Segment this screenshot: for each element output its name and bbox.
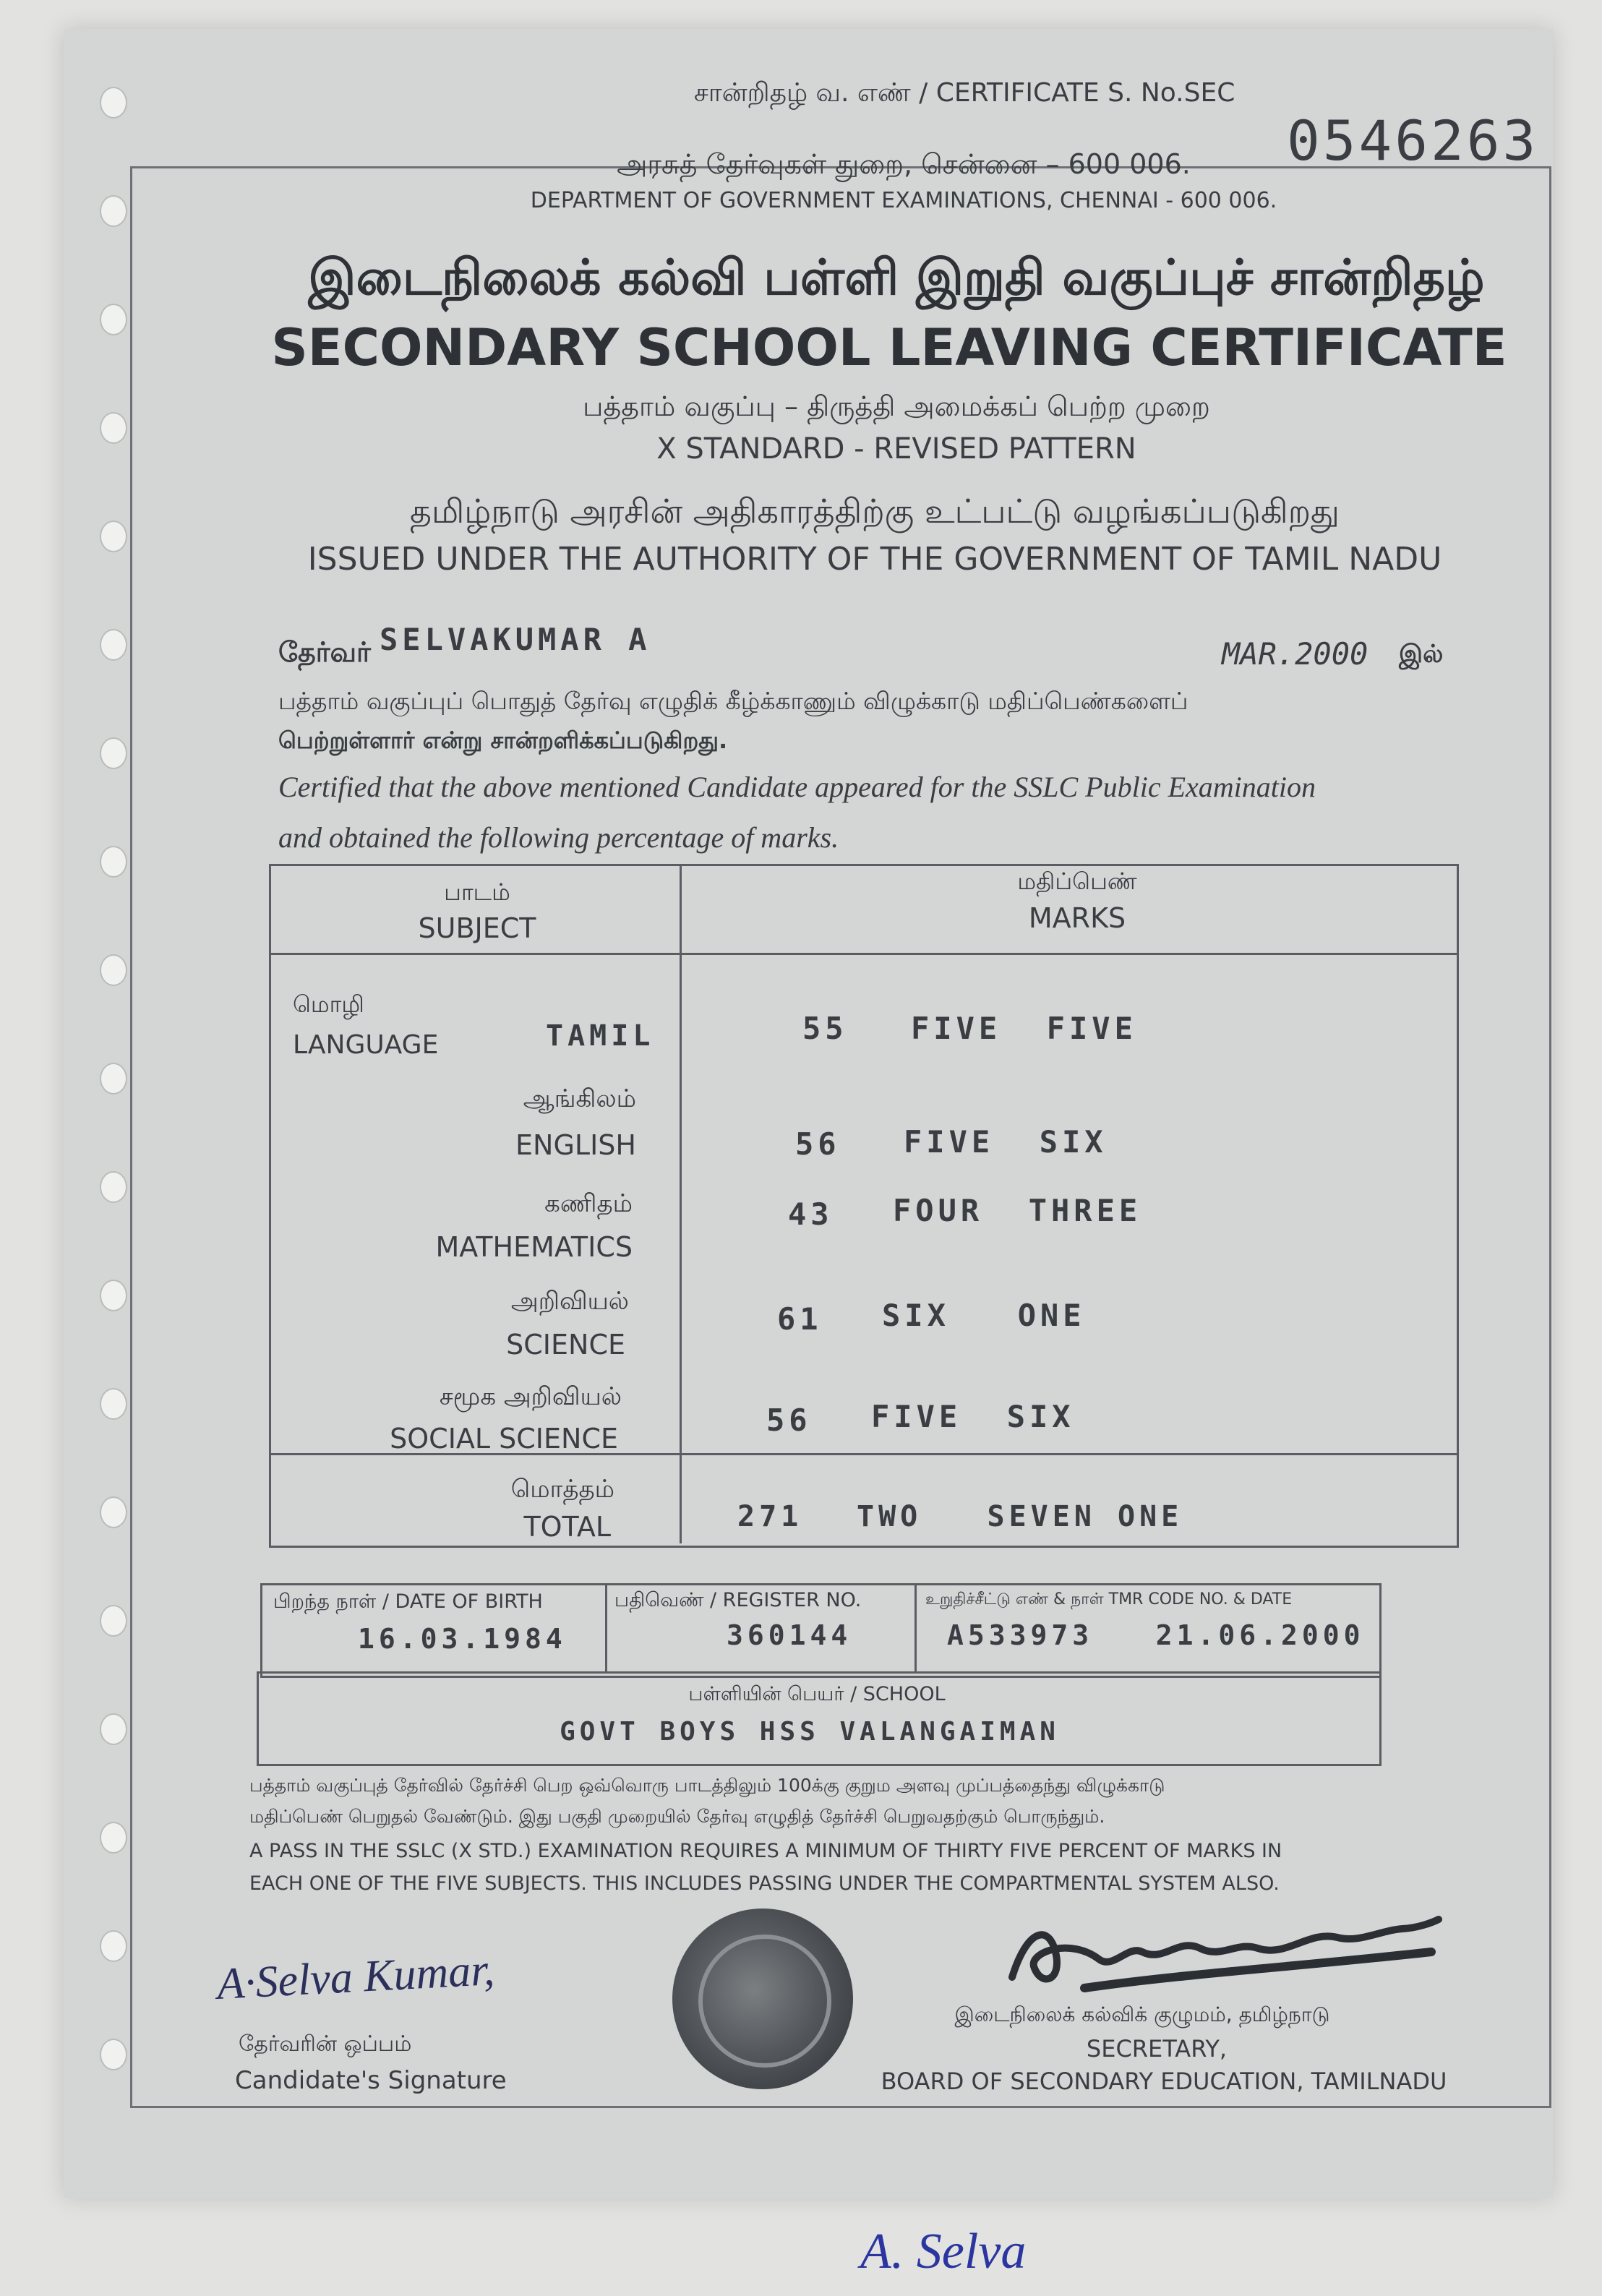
title-ta: இடைநிலைக் கல்வி பள்ளி இறுதி வகுப்புச் சான்றிதழ் <box>308 249 1485 307</box>
subject-name: MATHEMATICS <box>435 1231 633 1263</box>
punch-hole <box>100 846 127 878</box>
punch-hole <box>100 629 127 661</box>
subject-name: TAMIL <box>546 1019 655 1053</box>
marks-header-ta: மதிப்பெண் <box>1017 868 1137 895</box>
department-ta: அரசுத் தேர்வுகள் துறை, சென்னை – 600 006. <box>617 148 1191 180</box>
dob-value: 16.03.1984 <box>358 1623 567 1655</box>
punch-hole <box>100 412 127 444</box>
dob-label: பிறந்த நாள் / DATE OF BIRTH <box>273 1590 543 1613</box>
subject-marks-words: FOUR THREE <box>893 1193 1142 1228</box>
subject-marks: 61 <box>777 1301 823 1337</box>
punch-hole <box>100 1713 127 1745</box>
authority-en: ISSUED UNDER THE AUTHORITY OF THE GOVERNMENT OF TAMIL NADU <box>307 541 1442 578</box>
subject-marks-words: FIVE SIX <box>871 1399 1075 1434</box>
certificate-no-label: சான்றிதழ் வ. எண் / CERTIFICATE S. No.SEC <box>694 78 1235 108</box>
subject-marks-words: FIVE SIX <box>904 1124 1108 1160</box>
marks-header-en: MARKS <box>1028 902 1126 934</box>
punch-hole <box>100 1388 127 1420</box>
authority-ta: தமிழ்நாடு அரசின் அதிகாரத்திற்கு உட்பட்டு வழங்கப்படுகிறது <box>410 492 1340 531</box>
punch-hole <box>100 195 127 227</box>
punch-hole <box>100 304 127 335</box>
table-header-divider <box>269 953 1457 955</box>
note-en-1: A PASS IN THE SSLC (X STD.) EXAMINATION REQUIRES A MINIMUM OF THIRTY FIVE PERCENT OF MARKS IN <box>249 1840 1282 1862</box>
punch-hole <box>100 954 127 986</box>
subject-marks: 56 <box>795 1126 841 1162</box>
certificate-no-value: 0546263 <box>1287 108 1539 173</box>
certified-line-en-1: Certified that the above mentioned Candidate appeared for the SSLC Public Examination <box>278 771 1316 803</box>
secretary-label-ta: இடைநிலைக் கல்விக் குழுமம், தமிழ்நாடு <box>954 2002 1330 2026</box>
punch-hole <box>100 1496 127 1528</box>
punch-hole <box>100 1280 127 1311</box>
board-label-en: BOARD OF SECONDARY EDUCATION, TAMILNADU <box>881 2068 1447 2095</box>
attestation-signature: A. Selva <box>860 2224 1027 2279</box>
register-no-label: பதிவெண் / REGISTER NO. <box>614 1589 862 1611</box>
candidate-signature-label-ta: தேர்வரின் ஒப்பம் <box>239 2031 412 2057</box>
subtitle-en: X STANDARD - REVISED PATTERN <box>656 432 1136 466</box>
subject-marks-words: FIVE FIVE <box>911 1011 1137 1046</box>
total-marks: 271 <box>737 1500 803 1533</box>
note-ta-2: மதிப்பெண் பெறுதல் வேண்டும். இது பகுதி முறையில் தேர்வு எழுதித் தேர்ச்சி பெறுவதற்கும் பொருந்தும். <box>249 1806 1105 1827</box>
title-en: SECONDARY SCHOOL LEAVING CERTIFICATE <box>271 318 1507 377</box>
total-label-en: TOTAL <box>523 1511 611 1543</box>
candidate-name: SELVAKUMAR A <box>380 622 651 657</box>
tmr-code-label: உறுதிச்சீட்டு எண் & நாள் TMR CODE NO. & DATE <box>925 1590 1293 1609</box>
candidate-prefix: தேர்வர் <box>278 636 371 668</box>
subject-name: SCIENCE <box>506 1329 625 1361</box>
punch-hole <box>100 1822 127 1854</box>
details-divider <box>914 1583 917 1674</box>
secretary-label-en: SECRETARY, <box>1086 2035 1228 2062</box>
subject-name-ta: கணிதம் <box>544 1189 633 1218</box>
subject-marks: 56 <box>766 1402 812 1438</box>
certified-line-en-2: and obtained the following percentage of marks. <box>278 821 839 854</box>
punch-hole <box>100 1605 127 1637</box>
subtitle-ta: பத்தாம் வகுப்பு – திருத்தி அமைக்கப் பெற்ற முறை <box>583 390 1210 422</box>
note-ta-1: பத்தாம் வகுப்புத் தேர்வில் தேர்ச்சி பெற ஒவ்வொரு பாடத்திலும் 100க்கு குறும அளவு முப்பத்தைந்து விழுக்காடு <box>249 1775 1165 1796</box>
punch-hole <box>100 1171 127 1203</box>
punch-hole <box>100 87 127 119</box>
candidate-signature-label-en: Candidate's Signature <box>235 2066 507 2095</box>
exam-month: MAR.2000 <box>1222 636 1368 672</box>
subject-name-ta: ஆங்கிலம் <box>523 1084 636 1113</box>
total-marks-words: TWO SEVEN ONE <box>857 1500 1183 1533</box>
punch-hole <box>100 737 127 769</box>
candidate-signature: A·Selva Kumar, <box>215 1945 496 2010</box>
school-label: பள்ளியின் பெயர் / SCHOOL <box>688 1683 946 1705</box>
language-label-en: LANGUAGE <box>293 1030 439 1060</box>
language-label-ta: மொழி <box>293 990 364 1018</box>
subject-header-ta: பாடம் <box>444 878 510 906</box>
subject-name-ta: அறிவியல் <box>510 1287 629 1316</box>
subject-marks-words: SIX ONE <box>882 1298 1086 1333</box>
official-seal <box>672 1909 853 2089</box>
punch-hole <box>100 1063 127 1095</box>
exam-month-suffix: இல் <box>1399 640 1444 669</box>
details-divider <box>605 1583 607 1674</box>
punch-hole <box>100 1930 127 1962</box>
subject-name: SOCIAL SCIENCE <box>390 1423 618 1455</box>
department-en: DEPARTMENT OF GOVERNMENT EXAMINATIONS, CHENNAI - 600 006. <box>530 188 1277 213</box>
subject-name-ta: சமூக அறிவியல் <box>439 1382 622 1411</box>
note-en-2: EACH ONE OF THE FIVE SUBJECTS. THIS INCLUDES PASSING UNDER THE COMPARTMENTAL SYSTEM ALSO. <box>249 1872 1280 1895</box>
subject-marks: 55 <box>802 1011 848 1046</box>
subject-marks: 43 <box>788 1196 834 1232</box>
tmr-code-value: A533973 21.06.2000 <box>947 1619 1365 1651</box>
table-column-divider <box>680 864 682 1543</box>
register-no-value: 360144 <box>727 1619 852 1651</box>
punch-hole <box>100 2039 127 2070</box>
subject-name: ENGLISH <box>515 1129 636 1161</box>
total-label-ta: மொத்தம் <box>510 1475 614 1504</box>
certified-line-ta-1: பத்தாம் வகுப்புப் பொதுத் தேர்வு எழுதிக் கீழ்க்காணும் விழுக்காடு மதிப்பெண்களைப் <box>278 687 1188 715</box>
certified-line-ta-2: பெற்றுள்ளார் என்று சான்றளிக்கப்படுகிறது. <box>278 727 728 754</box>
school-value: GOVT BOYS HSS VALANGAIMAN <box>560 1717 1060 1747</box>
subject-header-en: SUBJECT <box>418 912 536 944</box>
punch-hole <box>100 521 127 552</box>
secretary-signature <box>998 1909 1446 2002</box>
